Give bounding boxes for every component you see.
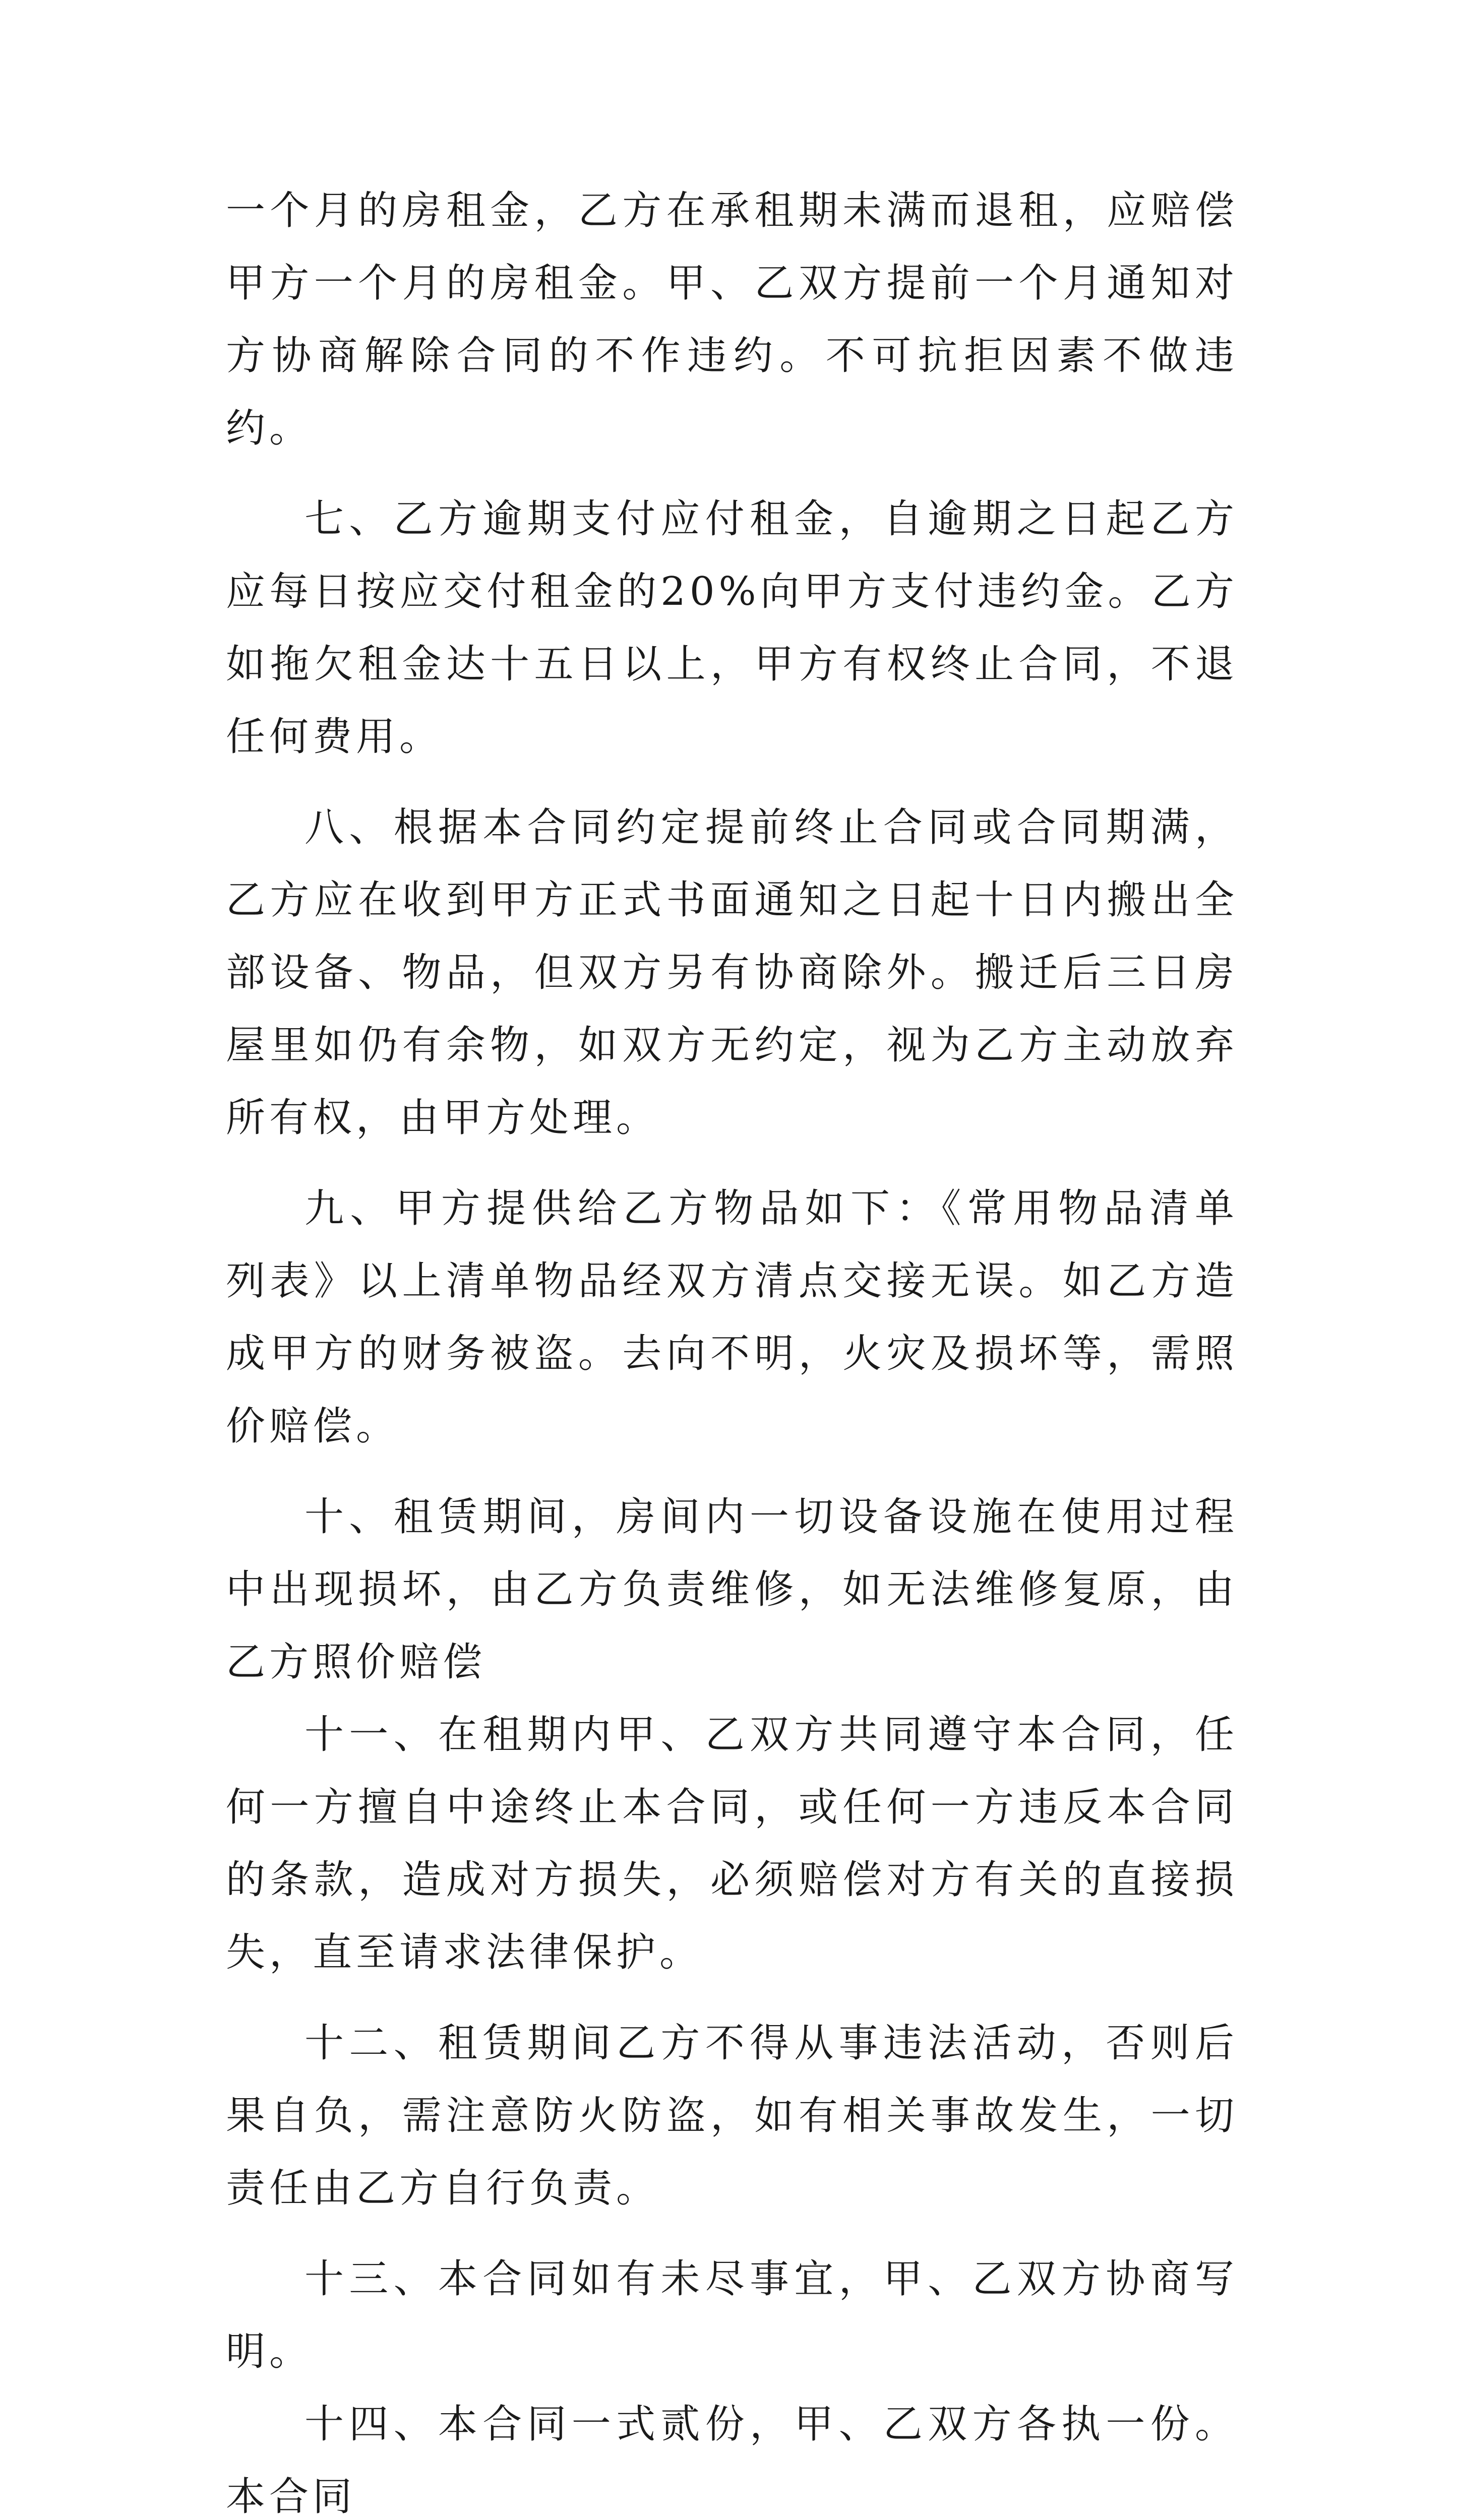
contract-body [226,174,1238,2520]
clause-12: 十二、租赁期间乙方不得从事违法活动，否则后果自负，需注意防火防盗，如有相关事故发生，一切责任由乙方自行负责。 [226,2021,1238,2211]
clause-9: 九、甲方提供给乙方物品如下：《常用物品清单列表》以上清单物品经双方清点交接无误。如乙方造成甲方的财务被盗。去向不明，火灾及损坏等，需照价赔偿。 [226,1186,1238,1449]
clause-11: 十一、在租期内甲、乙双方共同遵守本合同，任何一方擅自中途终止本合同，或任何一方违反本合同的条款，造成对方损失，必须赔偿对方有关的直接损失，直至请求法律保护。 [226,1712,1238,1975]
clause-14: 十四、本合同一式贰份，甲、乙双方各执一份。本合同 [226,2402,1238,2519]
paragraph-continuation: 一个月的房租金，乙方在承租期未满而退租，应赔偿甲方一个月的房租金。甲、乙双方提前一个月通知对方协商解除合同的不作违约。不可抗拒因素不做违约。 [226,188,1238,451]
clause-7: 七、乙方逾期支付应付租金，自逾期之日起乙方应每日按应交付租金的20%向甲方支付违约金。乙方如拖欠租金达十五日以上，甲方有权终止合同，不退任何费用。 [226,496,1238,760]
clause-8: 八、根据本合同约定提前终止合同或合同期满，乙方应在收到甲方正式书面通知之日起十日内搬出全部设备、物品，但双方另有协商除外。搬迁后三日房屋里如仍有余物，如双方无约定，视为乙方主动放弃所有权，由甲方处理。 [226,805,1238,1141]
clause-10: 十、租赁期间，房间内一切设备设施在使用过程中出现损坏，由乙方负责维修，如无法维修复原，由乙方照价赔偿 [226,1494,1238,1685]
clause-13: 十三、本合同如有未尽事宜，甲、乙双方协商写明。 [226,2256,1238,2374]
